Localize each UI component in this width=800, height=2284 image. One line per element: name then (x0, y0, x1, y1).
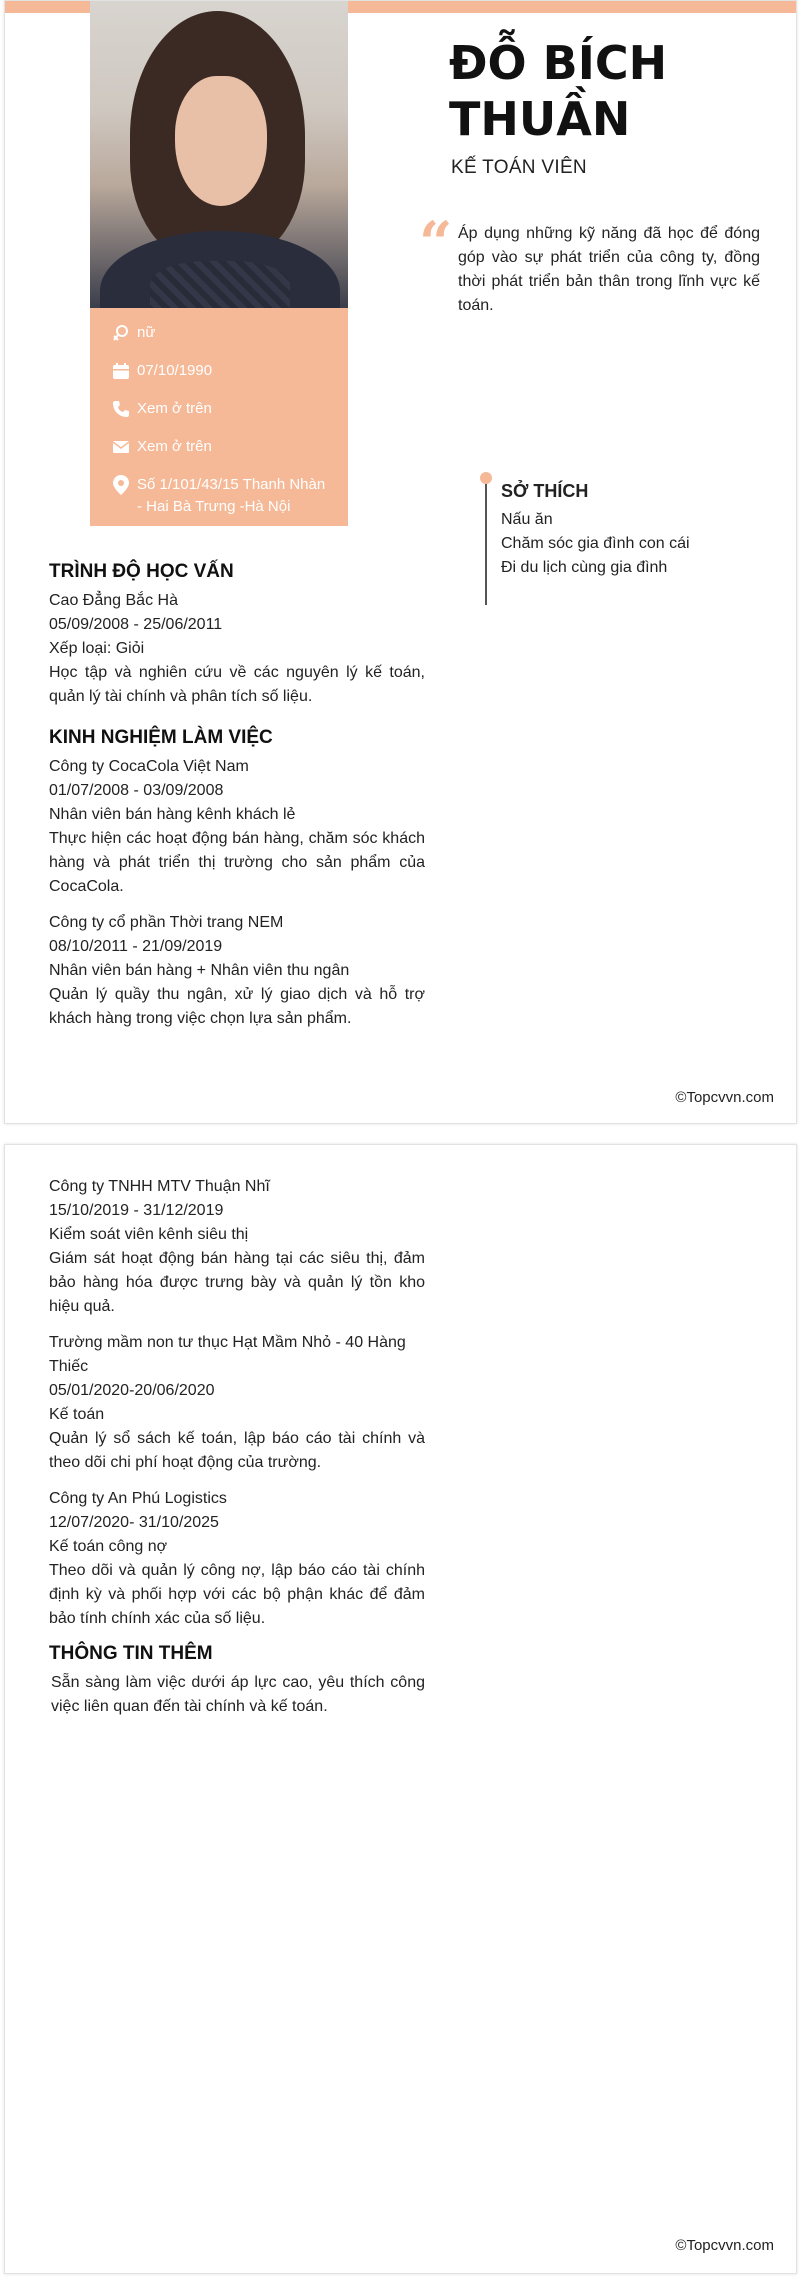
job-description: Theo dõi và quản lý công nợ, lập báo cáo tài chính định kỳ và phối hợp với các bộ phận khác để đảm bảo tính chính xác của số liệu. (49, 1562, 425, 1627)
contact-gender (110, 322, 334, 344)
gender-icon (110, 322, 132, 344)
job-company: Công ty CocaCola Việt Nam (49, 758, 249, 775)
job-entry (49, 1175, 425, 1319)
quote-icon: “ (419, 209, 453, 277)
education-section (49, 561, 425, 709)
education-title: TRÌNH ĐỘ HỌC VẤN (49, 561, 234, 582)
job-description: Giám sát hoạt động bán hàng tại các siêu thị, đảm bảo hàng hóa được trưng bày và quản lý tồn kho hiệu quả. (49, 1250, 425, 1315)
hobby-item: Chăm sóc gia đình con cái (501, 535, 690, 552)
education-school: Cao Đẳng Bắc Hà (49, 592, 178, 609)
phone-icon (110, 398, 132, 420)
job-entry (49, 911, 425, 1031)
location-icon (110, 474, 132, 496)
job-description: Quản lý sổ sách kế toán, lập báo cáo tài chính và theo dõi chi phí hoạt động của trường. (49, 1430, 425, 1471)
job-entry (49, 755, 425, 899)
job-role: Kế toán công nợ (49, 1538, 168, 1555)
calendar-icon (110, 360, 132, 382)
cv-page-1 (4, 0, 797, 1124)
job-period: 15/10/2019 - 31/12/2019 (49, 1202, 224, 1219)
hobbies-title: SỞ THÍCH (501, 481, 589, 501)
job-entry (49, 1331, 425, 1475)
contact-address (110, 474, 334, 518)
career-objective: Áp dụng những kỹ năng đã học để đóng góp vào sự phát triển của công ty, đồng thời phát triển bản thân trong lĩnh vực kế toán. (458, 225, 760, 314)
contact-panel (90, 308, 348, 526)
contact-phone (110, 398, 334, 420)
job-entry (49, 1487, 425, 1631)
contact-email (110, 436, 334, 458)
job-period: 08/10/2011 - 21/09/2019 (49, 938, 223, 955)
experience-title: KINH NGHIỆM LÀM VIỆC (49, 727, 273, 748)
job-role: Nhân viên bán hàng kênh khách lẻ (49, 806, 296, 823)
education-description: Học tập và nghiên cứu về các nguyên lý kế toán, quản lý tài chính và phân tích số liệu. (49, 664, 425, 705)
job-company: Công ty TNHH MTV Thuận Nhĩ (49, 1178, 270, 1195)
job-company: Công ty An Phú Logistics (49, 1490, 227, 1507)
contact-birthday (110, 360, 334, 382)
education-grade: Xếp loại: Giỏi (49, 640, 145, 657)
education-period: 05/09/2008 - 25/06/2011 (49, 616, 223, 633)
timeline-dot (480, 472, 492, 484)
footer-copyright: ©Topcvvn.com (675, 1089, 774, 1106)
job-period: 12/07/2020- 31/10/2025 (49, 1514, 219, 1531)
birthday-value: 07/10/1990 (137, 362, 213, 379)
job-description: Quản lý quầy thu ngân, xử lý giao dịch và hỗ trợ khách hàng trong việc chọn lựa sản phẩm. (49, 986, 425, 1027)
experience-continued (49, 1175, 425, 1719)
cv-page-2 (4, 1144, 797, 2274)
candidate-name: ĐỖ BÍCH THUẦN (449, 36, 668, 146)
candidate-position: KẾ TOÁN VIÊN (451, 157, 587, 178)
profile-photo (90, 1, 348, 308)
address-value: Số 1/101/43/15 Thanh Nhàn - Hai Bà Trưng -Hà Nội (137, 476, 326, 515)
hobbies-section (485, 477, 765, 605)
email-icon (110, 436, 132, 458)
job-role: Kiểm soát viên kênh siêu thị (49, 1226, 249, 1243)
additional-section (49, 1643, 425, 1719)
job-role: Nhân viên bán hàng + Nhân viên thu ngân (49, 962, 350, 979)
additional-text: Sẵn sàng làm việc dưới áp lực cao, yêu thích công việc liên quan đến tài chính và kế toán. (51, 1674, 425, 1715)
job-role: Kế toán (49, 1406, 105, 1423)
job-period: 01/07/2008 - 03/09/2008 (49, 782, 224, 799)
gender-value: nữ (137, 324, 156, 341)
hobby-item: Đi du lịch cùng gia đình (501, 559, 668, 576)
job-description: Thực hiện các hoạt động bán hàng, chăm sóc khách hàng và phát triển thị trường cho sản phẩm của CocaCola. (49, 830, 425, 895)
job-company: Công ty cổ phần Thời trang NEM (49, 914, 284, 931)
job-company: Trường mầm non tư thục Hạt Mầm Nhỏ - 40 Hàng Thiếc (49, 1334, 406, 1375)
footer-copyright: ©Topcvvn.com (675, 2237, 774, 2254)
job-period: 05/01/2020-20/06/2020 (49, 1382, 215, 1399)
hobby-item: Nấu ăn (501, 511, 553, 528)
phone-value: Xem ở trên (137, 400, 212, 417)
email-value: Xem ở trên (137, 438, 212, 455)
additional-title: THÔNG TIN THÊM (49, 1643, 213, 1664)
experience-section (49, 727, 425, 1043)
